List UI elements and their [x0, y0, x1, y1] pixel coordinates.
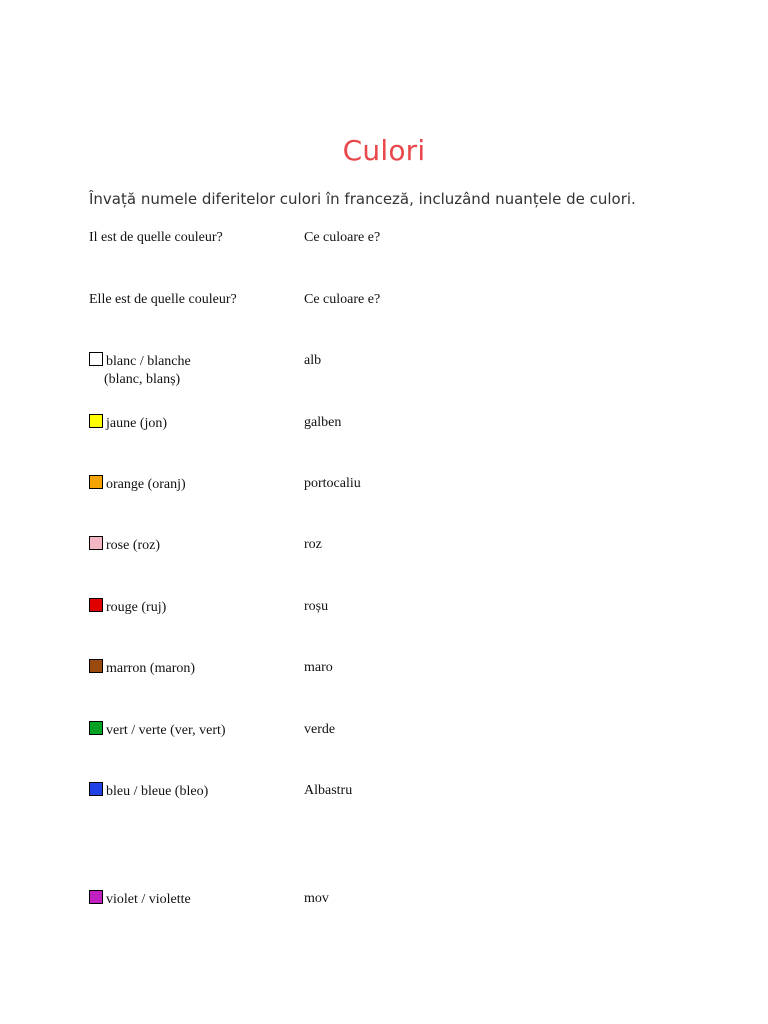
french-color	[89, 414, 167, 433]
french-color-label: marron (maron)	[106, 661, 196, 676]
romanian-color: roz	[304, 537, 322, 552]
french-color-label: rouge (ruj)	[106, 600, 167, 615]
romanian-question: Ce culoare e?	[304, 230, 381, 245]
french-question: Il est de quelle couleur?	[89, 230, 223, 245]
romanian-color: verde	[304, 722, 336, 737]
romanian-color: mov	[304, 891, 329, 906]
french-color-label: jaune (jon)	[106, 416, 168, 431]
french-color	[89, 659, 195, 678]
french-color	[89, 598, 166, 617]
pink-swatch-icon	[89, 536, 103, 550]
french-color-label: orange (oranj)	[106, 477, 186, 492]
white-swatch-icon	[89, 352, 103, 366]
french-color-label: rose (roz)	[106, 538, 161, 553]
romanian-color: portocaliu	[304, 476, 361, 491]
french-color	[89, 352, 191, 389]
green-swatch-icon	[89, 721, 103, 735]
page-subtitle: Învață numele diferitelor culori în franceză, incluzând nuanțele de culori.	[89, 190, 636, 208]
french-color	[89, 475, 186, 494]
french-color	[89, 721, 226, 740]
romanian-color: Albastru	[304, 783, 353, 798]
french-pronunciation: (blanc, blanș)	[104, 372, 181, 387]
purple-swatch-icon	[89, 890, 103, 904]
romanian-color: galben	[304, 415, 342, 430]
brown-swatch-icon	[89, 659, 103, 673]
yellow-swatch-icon	[89, 414, 103, 428]
red-swatch-icon	[89, 598, 103, 612]
blue-swatch-icon	[89, 782, 103, 796]
romanian-color: maro	[304, 660, 333, 675]
french-color	[89, 890, 191, 909]
french-color	[89, 782, 208, 801]
romanian-color: roșu	[304, 599, 329, 614]
romanian-color: alb	[304, 353, 322, 368]
french-color-label: bleu / bleue (bleo)	[106, 784, 209, 799]
french-question: Elle est de quelle couleur?	[89, 292, 237, 307]
orange-swatch-icon	[89, 475, 103, 489]
french-color-label: vert / verte (ver, vert)	[106, 723, 226, 738]
romanian-question: Ce culoare e?	[304, 292, 381, 307]
page-title: Culori	[342, 134, 426, 167]
french-color-label: violet / violette	[106, 892, 191, 907]
french-color	[89, 536, 160, 555]
french-color-label: blanc / blanche	[106, 354, 191, 369]
